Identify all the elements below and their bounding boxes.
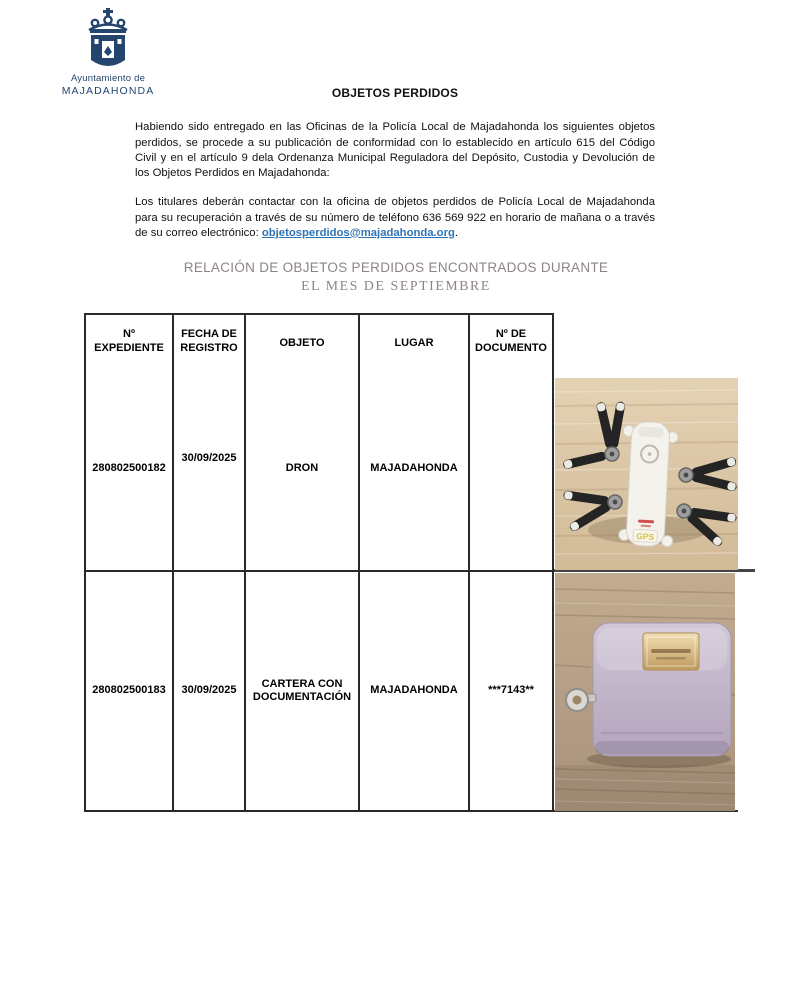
col-header-documento: Nº DE DOCUMENTO (475, 328, 547, 354)
cell-lugar-row2: MAJADAHONDA (358, 570, 468, 812)
section-heading-line1: RELACIÓN DE OBJETOS PERDIDOS ENCONTRADOS DURANTE (183, 260, 609, 275)
intro-paragraph: Habiendo sido entregado en las Oficinas de la Policía Local de Majadahonda los siguientes objetos perdidos, se procede a su publicación de conformidad con lo establecido en artículo 615 del Código Civil y en el artículo 9 dela Ordenanza Municipal Reguladora del Depósito, Custodia y Devolución de los Objetos Perdidos en Majadahonda: (135, 121, 655, 180)
cell-objeto-row1 (244, 313, 358, 570)
wallet-photo (555, 573, 735, 811)
contact-paragraph (135, 195, 655, 241)
contact-paragraph-text: Los titulares deberán contactar con la oficina de objetos perdidos de Policía Local de Majadahonda para su recuperación a través de su número de teléfono 636 569 922 en horario de mañana o a través de su correo electrónico: (135, 196, 655, 239)
page-title: OBJETOS PERDIDOS (331, 86, 459, 100)
cell-fecha-row1 (172, 313, 244, 570)
cell-objeto-row2: CARTERA CON DOCUMENTACIÓN (244, 570, 358, 812)
cell-fecha-row2: 30/09/2025 (172, 570, 244, 812)
logo-text-line1: Ayuntamiento de (70, 73, 146, 84)
col-header-objeto: OBJETO (279, 337, 325, 349)
email-link[interactable]: objetosperdidos@majadahonda.org (261, 226, 455, 239)
lost-objects-table (84, 313, 554, 812)
cell-expediente-row2: 280802500183 (84, 570, 172, 812)
city-logo (52, 8, 164, 97)
col-header-fecha: FECHA DE REGISTRO (180, 328, 238, 354)
cell-documento-row1 (468, 313, 554, 570)
section-heading (96, 260, 696, 294)
drone-photo (555, 378, 738, 570)
col-header-expediente: Nº EXPEDIENTE (94, 328, 164, 354)
cell-lugar-row1 (358, 313, 468, 570)
section-heading-line2: EL MES DE SEPTIEMBRE (301, 278, 491, 293)
col-header-lugar: LUGAR (394, 337, 434, 349)
drone-gps-label: GPS (636, 530, 655, 542)
majadahonda-crest-icon (79, 8, 137, 70)
contact-paragraph-suffix: . (454, 226, 459, 239)
objeto-value: DRON (285, 462, 319, 474)
logo-text-line2: MAJADAHONDA (61, 85, 155, 97)
fecha-value: 30/09/2025 (181, 452, 237, 464)
lugar-value: MAJADAHONDA (370, 462, 458, 474)
cell-documento-row2: ***7143** (468, 570, 554, 812)
cell-expediente-row1 (84, 313, 172, 570)
expediente-value: 280802500182 (92, 462, 166, 474)
